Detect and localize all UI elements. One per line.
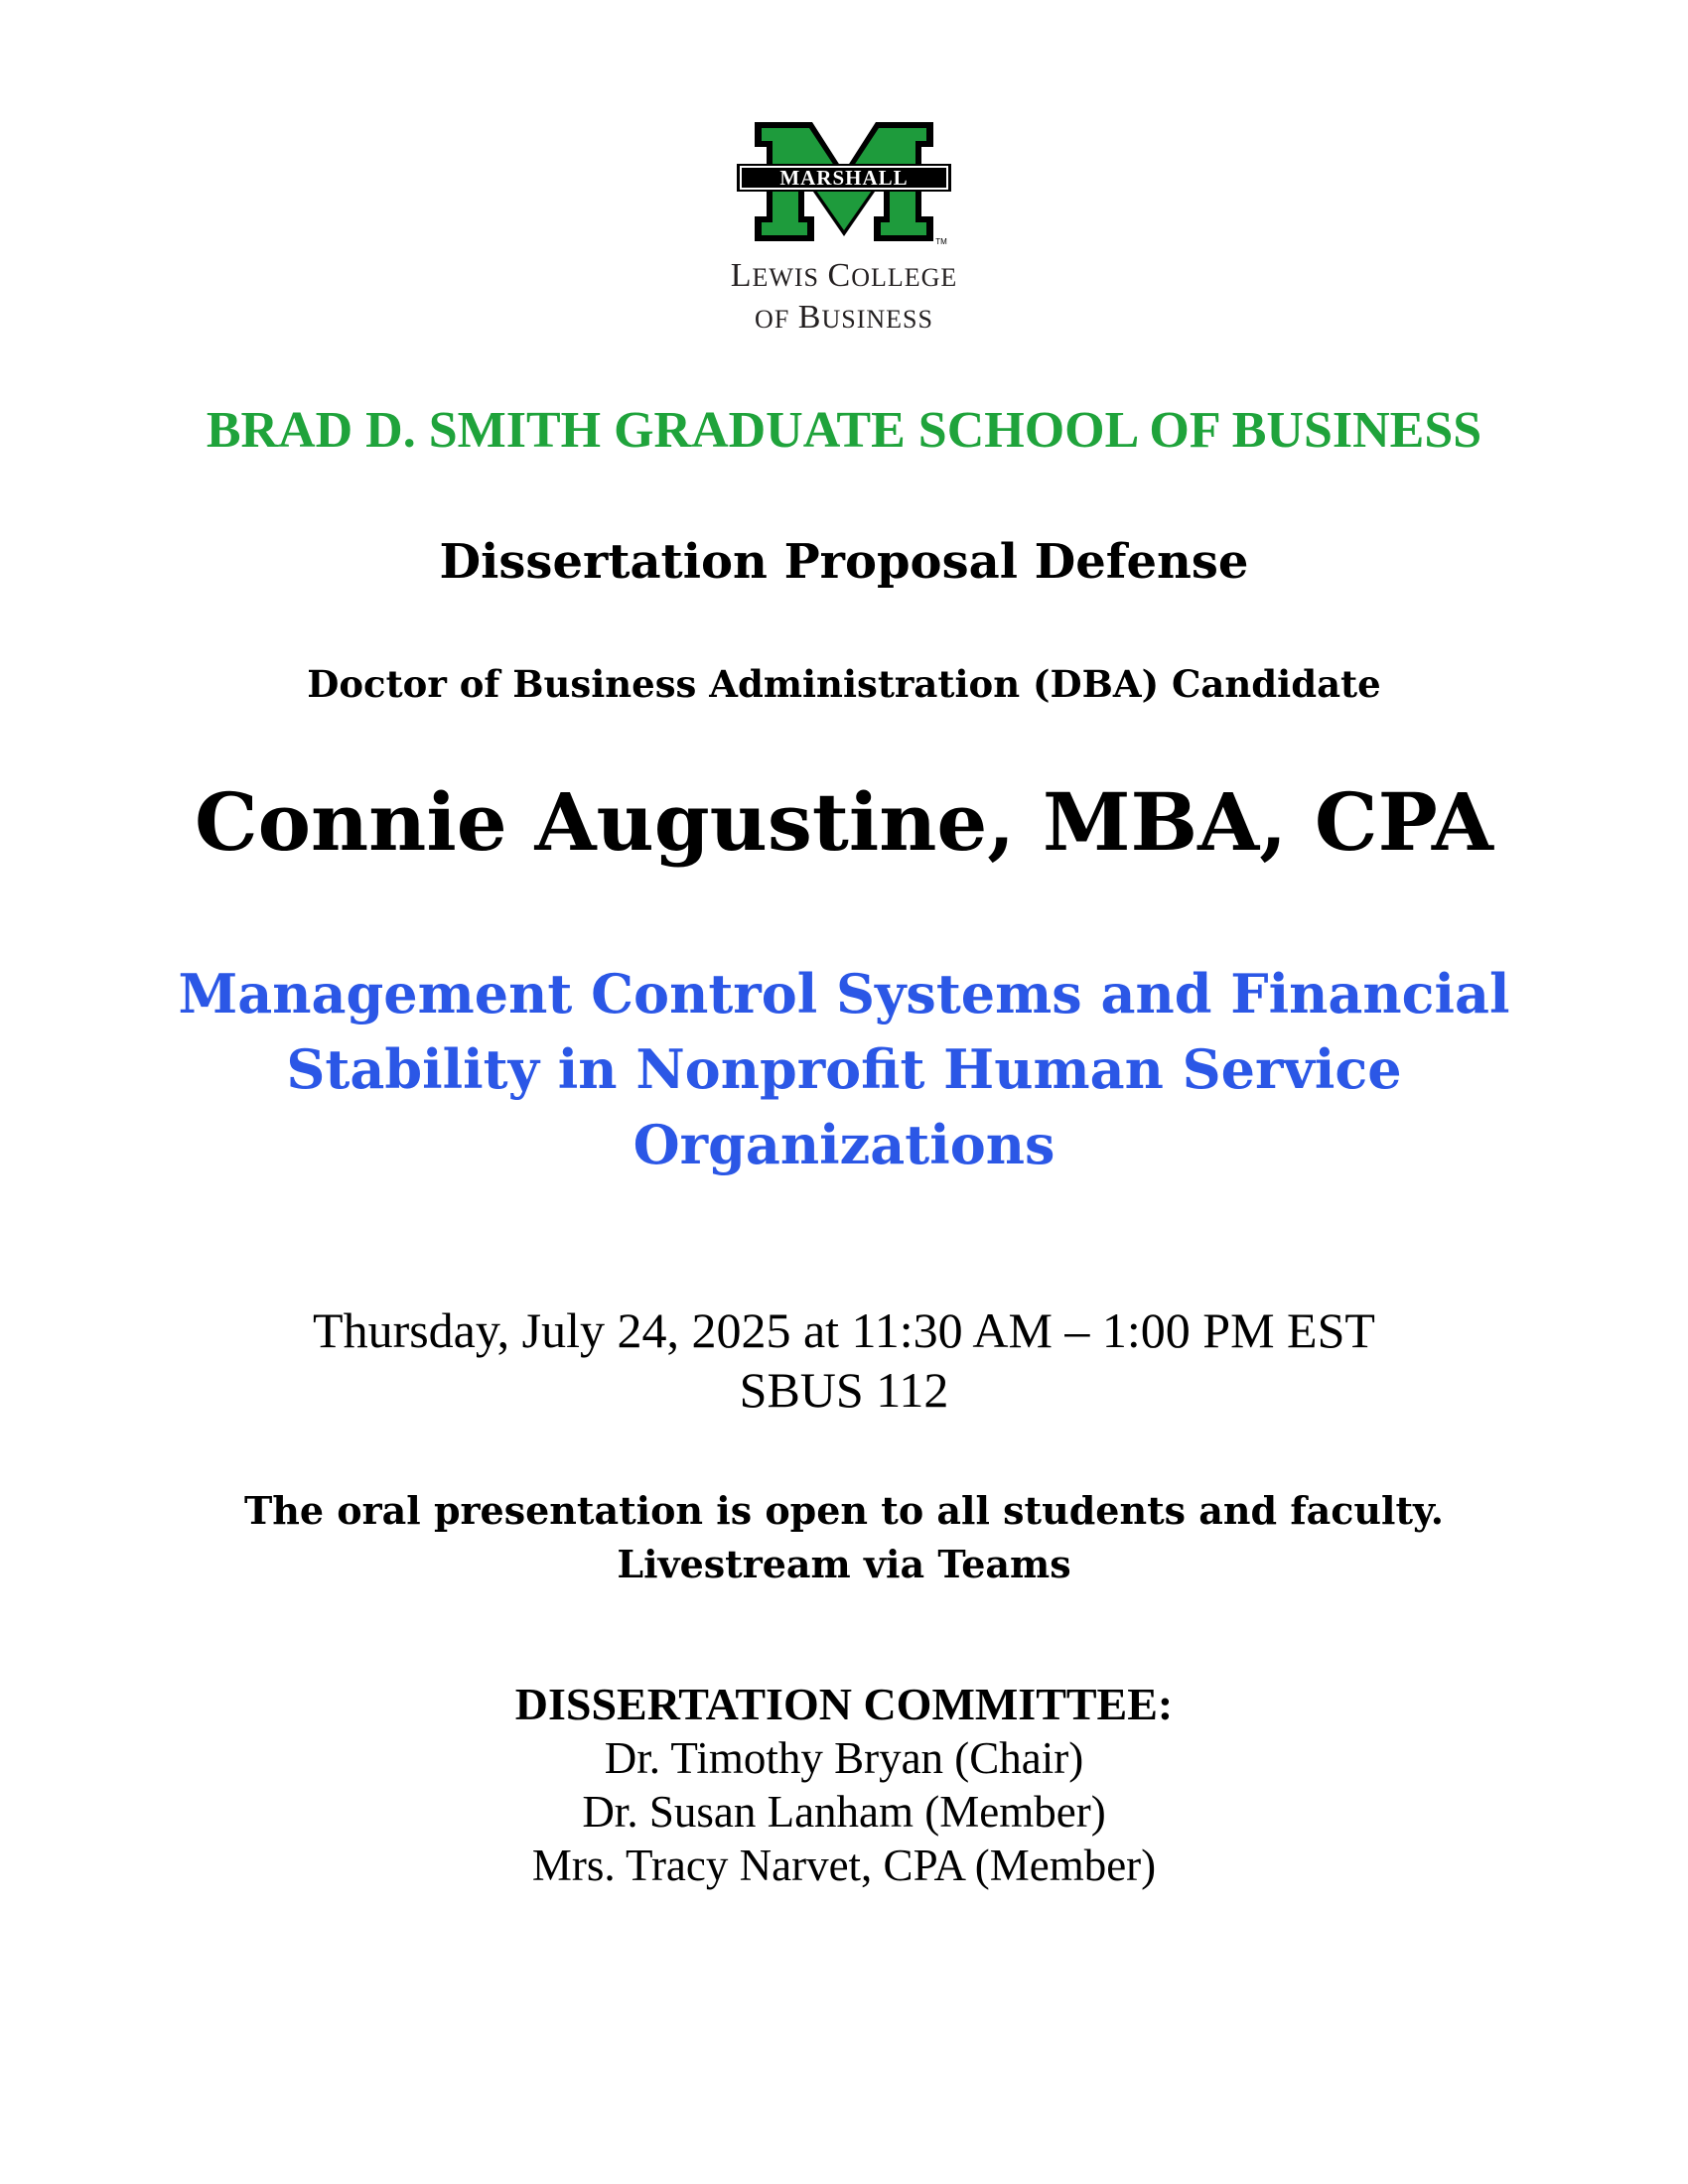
- event-title: Dissertation Proposal Defense: [439, 534, 1249, 590]
- dissertation-title-line-2: Stability in Nonprofit Human Service: [286, 1037, 1402, 1101]
- committee-member: Dr. Susan Lanham (Member): [582, 1787, 1106, 1837]
- college-name: [635, 256, 1053, 340]
- schedule-block: [0, 1300, 1688, 1420]
- degree-line: Doctor of Business Administration (DBA) Candidate: [307, 662, 1381, 706]
- dissertation-title-line-1: Management Control Systems and Financial: [178, 962, 1510, 1025]
- svg-text:TM: TM: [935, 237, 947, 246]
- college-line-2: OF BUSINESS: [755, 299, 933, 336]
- marshall-m-logo-icon: [735, 117, 953, 246]
- marshall-logo: [735, 117, 953, 246]
- committee-block: [0, 1678, 1688, 1892]
- attendance-block: [0, 1484, 1688, 1591]
- event-location: SBUS 112: [739, 1362, 949, 1418]
- school-name: BRAD D. SMITH GRADUATE SCHOOL OF BUSINESS: [206, 402, 1482, 459]
- candidate-name: Connie Augustine, MBA, CPA: [194, 775, 1493, 869]
- committee-heading: DISSERTATION COMMITTEE:: [514, 1679, 1174, 1729]
- college-line-1: LEWIS COLLEGE: [730, 257, 958, 294]
- svg-text:MARSHALL: MARSHALL: [779, 166, 909, 190]
- livestream-notice: Livestream via Teams: [617, 1542, 1071, 1586]
- event-datetime: Thursday, July 24, 2025 at 11:30 AM – 1:00 PM EST: [313, 1302, 1375, 1358]
- dissertation-title: [0, 956, 1688, 1182]
- dissertation-title-line-3: Organizations: [633, 1113, 1055, 1176]
- committee-member: Dr. Timothy Bryan (Chair): [604, 1733, 1084, 1783]
- committee-member: Mrs. Tracy Narvet, CPA (Member): [531, 1841, 1157, 1890]
- open-notice: The oral presentation is open to all students and faculty.: [243, 1488, 1444, 1533]
